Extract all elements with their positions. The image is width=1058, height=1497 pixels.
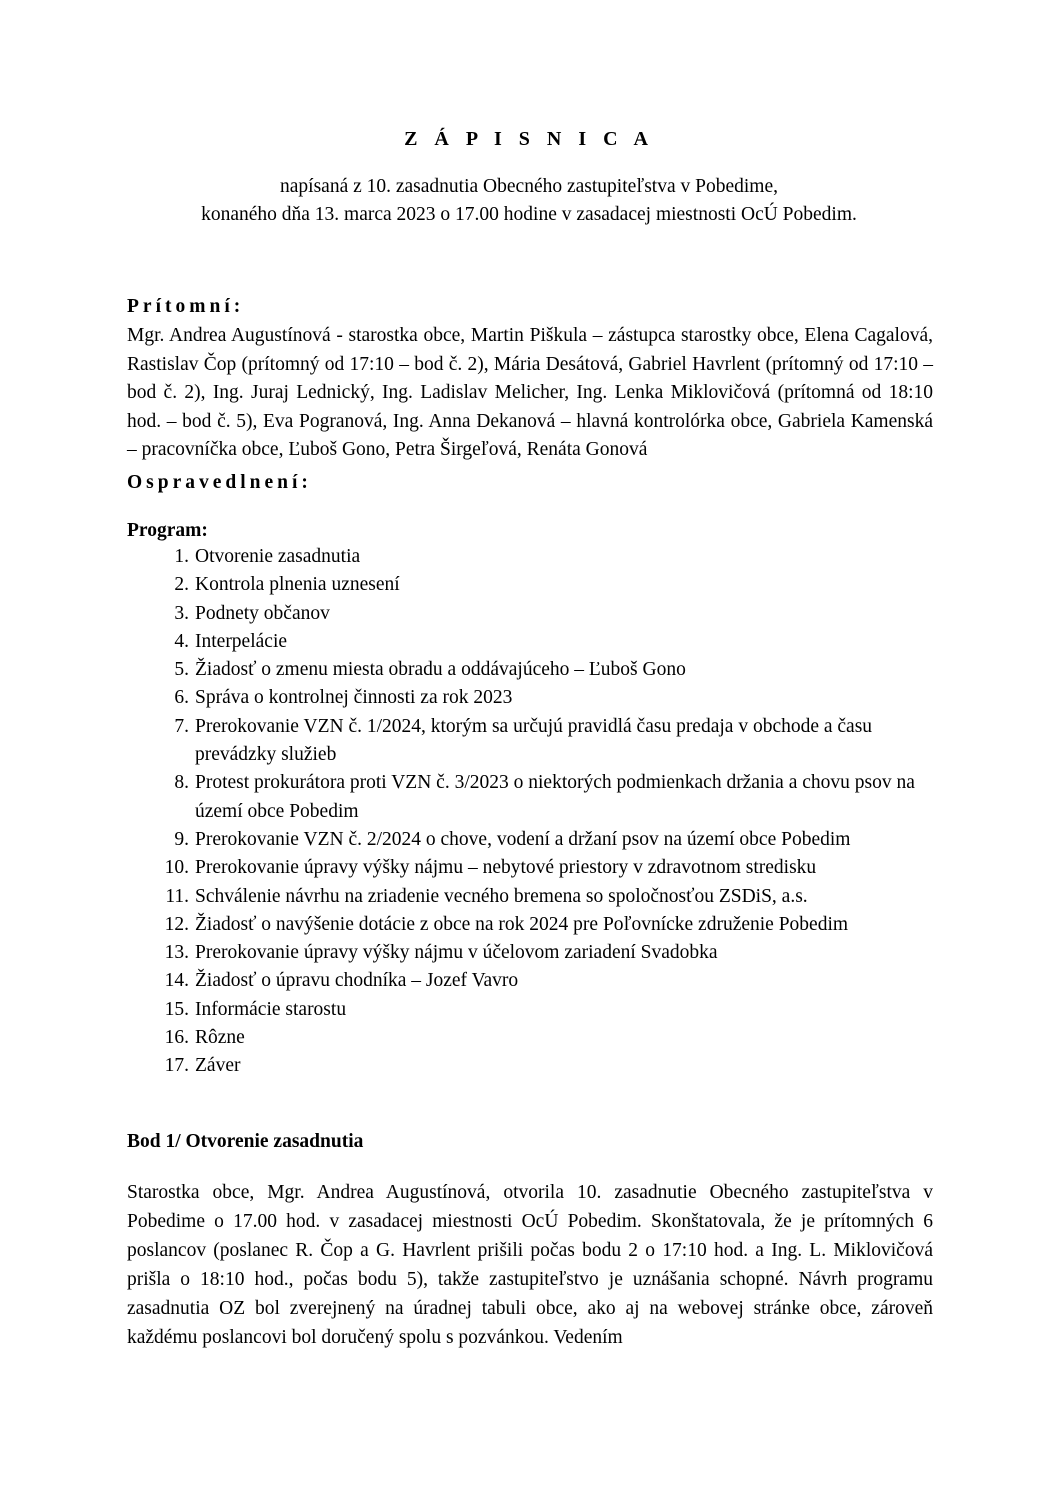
program-item-number: 14. [164, 970, 189, 992]
program-item-text: Schválenie návrhu na zriadenie vecného bremena so spoločnosťou ZSDiS, a.s. [195, 885, 808, 907]
program-item-text: Interpelácie [195, 630, 288, 652]
program-item [127, 628, 937, 656]
program-item-text: Žiadosť o úpravu chodníka – Jozef Vavro [195, 970, 519, 992]
program-item-text: Žiadosť o zmenu miesta obradu a oddávajúceho – Ľuboš Gono [195, 659, 686, 681]
program-item-text: Protest prokurátora proti VZN č. 3/2023 o niektorých podmienkach držania a chovu psov na území obce Pobedim [195, 772, 915, 822]
document-subtitle-line1: napísaná z 10. zasadnutia Obecného zastupiteľstva v Pobedime, [280, 176, 778, 197]
program-item-number: 17. [164, 1055, 189, 1077]
program-item-number: 11. [165, 885, 189, 907]
program-item-number: 10. [164, 857, 189, 879]
program-item-number: 6. [174, 687, 189, 709]
program-item-number: 8. [174, 772, 189, 794]
program-item-number: 15. [164, 998, 189, 1020]
document-subtitle-line2: konaného dňa 13. marca 2023 o 17.00 hodine v zasadacej miestnosti OcÚ Pobedim. [201, 204, 857, 225]
program-item [127, 769, 937, 826]
program-item-text: Záver [195, 1055, 241, 1077]
program-item-text: Prerokovanie úpravy výšky nájmu v účelovom zariadení Svadobka [195, 942, 718, 964]
program-item [127, 684, 937, 712]
program-item-text: Informácie starostu [195, 998, 347, 1020]
program-item-number: 3. [174, 602, 189, 624]
program-item-number: 9. [174, 828, 189, 850]
program-item-text: Prerokovanie VZN č. 1/2024, ktorým sa určujú pravidlá času predaja v obchode a času prevádzky služieb [195, 715, 873, 766]
program-item [127, 967, 937, 995]
program-item-text: Prerokovanie úpravy výšky nájmu – nebytové priestory v zdravotnom stredisku [195, 857, 817, 879]
program-item-number: 2. [174, 574, 189, 596]
program-item-text: Kontrola plnenia uznesení [195, 574, 400, 596]
program-item [127, 1024, 937, 1052]
program-item-number: 16. [164, 1027, 189, 1049]
program-item [127, 883, 937, 911]
program-list [127, 543, 937, 1081]
program-item-number: 12. [164, 913, 189, 935]
program-item [127, 543, 937, 571]
bod1-heading: Bod 1/ Otvorenie zasadnutia [127, 1131, 364, 1152]
program-item-text: Správa o kontrolnej činnosti za rok 2023 [195, 687, 513, 709]
program-item-number: 4. [174, 630, 189, 652]
program-item-number: 13. [164, 942, 189, 964]
program-item-number: 7. [174, 715, 189, 737]
program-item [127, 939, 937, 967]
excused-label: Ospravedlnení: [127, 472, 312, 493]
program-item [127, 656, 937, 684]
program-item [127, 854, 937, 882]
program-item [127, 826, 937, 854]
program-item-text: Otvorenie zasadnutia [195, 546, 361, 567]
program-item-text: Podnety občanov [195, 602, 330, 624]
program-item [127, 571, 937, 599]
program-item [127, 996, 937, 1024]
document-title: Z Á P I S N I C A [404, 128, 654, 150]
attendance-label: Prítomní: [127, 296, 245, 317]
program-item-number: 5. [174, 659, 189, 681]
program-item-text: Žiadosť o navýšenie dotácie z obce na rok 2024 pre Poľovnícke združenie Pobedim [195, 913, 849, 935]
program-item-text: Prerokovanie VZN č. 2/2024 o chove, vodení a držaní psov na území obce Pobedim [195, 828, 851, 850]
program-item [127, 600, 937, 628]
program-label: Program: [127, 520, 208, 541]
program-item-number: 1. [174, 546, 189, 567]
program-item [127, 1052, 937, 1080]
attendance-list: Mgr. Andrea Augustínová - starostka obce, Martin Piškula – zástupca starostky obce, Elena Cagalová, Rastislav Čop (prítomný od 17:10 – bod č. 2), Mária Desátová, Gabriel Havrlent (prítomný od 17:10 – bod č. 2), Ing. Juraj Lednický, Ing. Ladislav Melicher, Ing. Lenka Miklovičová (prítomná od 18:10 hod. – bod č. 5), Eva Pogranová, Ing. Anna Dekanová – hlavná kontrolórka obce, Gabriela Kamenská – pracovníčka obce, Ľuboš Gono, Petra Širgeľová, Renáta Gonová [127, 325, 933, 461]
program-item-text: Rôzne [195, 1027, 245, 1049]
program-item [127, 713, 937, 770]
program-item [127, 911, 937, 939]
bod1-paragraph: Starostka obce, Mgr. Andrea Augustínová, otvorila 10. zasadnutie Obecného zastupiteľstva v Pobedime o 17.00 hod. v zasadacej miestnosti OcÚ Pobedim. Skonštatovala, že je prítomných 6 poslancov (poslanec R. Čop a G. Havrlent prišili počas bodu 2 o 17:10 hod. a Ing. L. Miklovičová prišla o 18:10 hod., počas bodu 5), takže zastupiteľstvo je uznášania schopné. Návrh programu zasadnutia OZ bol zverejnený na úradnej tabuli obce, ako aj na webovej stránke obce, zároveň každému poslancovi bol doručený spolu s pozvánkou. Vedením [127, 1182, 933, 1348]
